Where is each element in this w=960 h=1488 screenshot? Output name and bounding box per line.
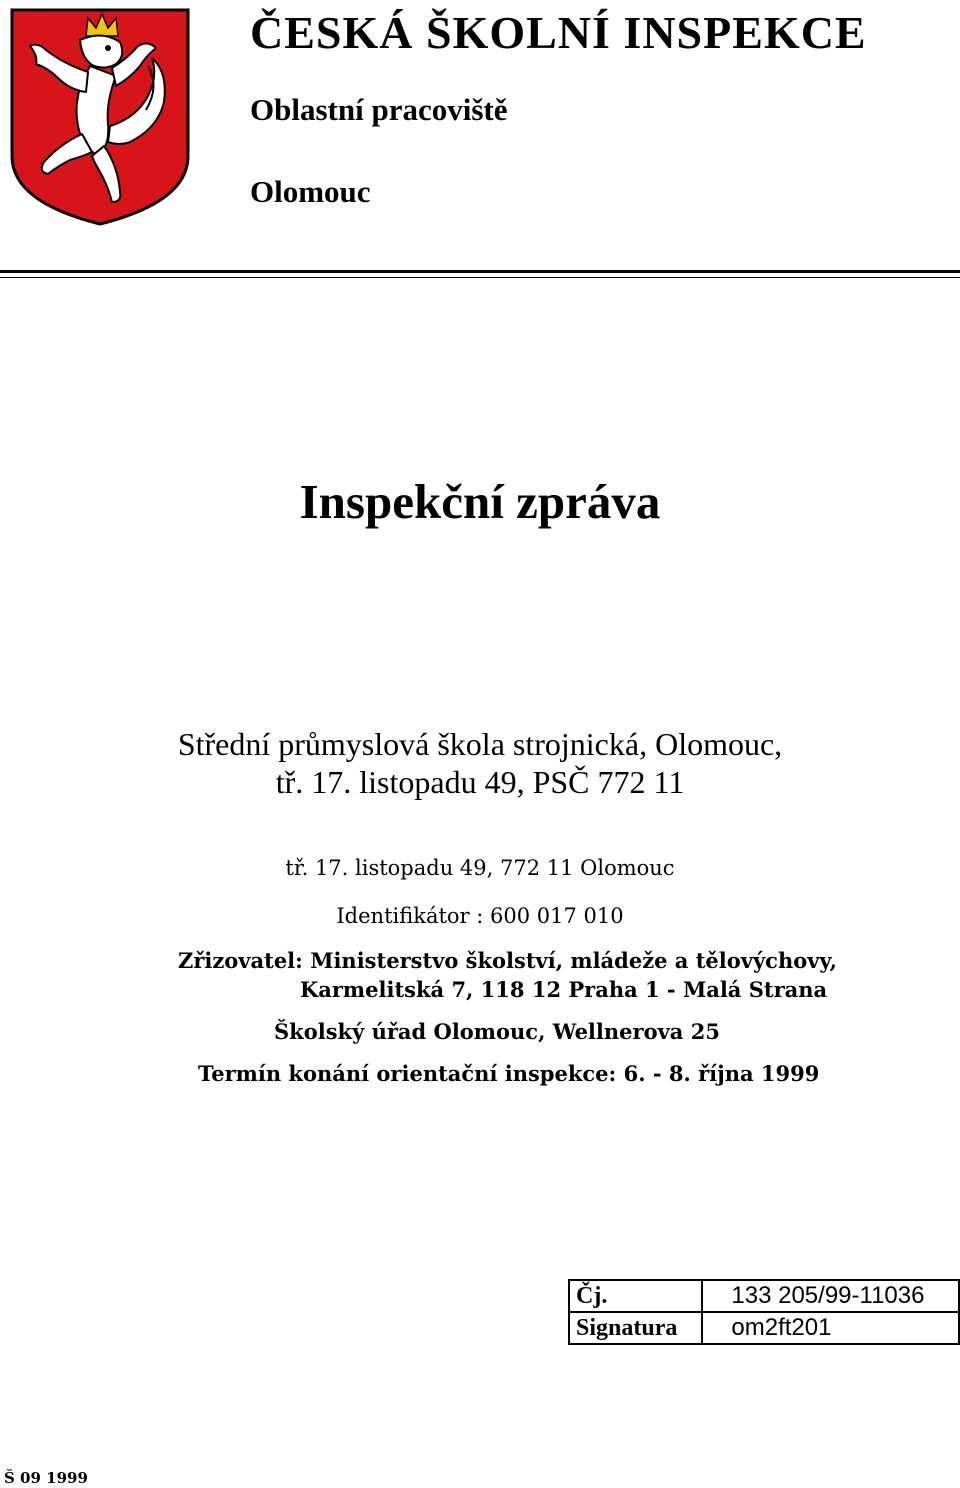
report-title: Inspekční zpráva [299,474,661,529]
header-divider [0,270,960,273]
reference-table [568,1279,960,1345]
school-address: tř. 17. listopadu 49, 772 11 Olomouc [285,856,675,880]
inspection-term: Termín konání orientační inspekce: 6. - 8. října 1999 [198,1061,820,1086]
signature-value: om2ft201 [702,1312,959,1344]
school-name-line2: tř. 17. listopadu 49, PSČ 772 11 [275,764,685,800]
school-identifier: Identifikátor : 600 017 010 [336,904,624,928]
institution-title: ČESKÁ ŠKOLNÍ INSPEKCE [250,7,867,58]
cj-label: Čj. [569,1280,702,1312]
school-office: Školský úřad Olomouc, Wellnerova 25 [274,1019,720,1044]
founder-line1: Zřizovatel: Ministerstvo školství, mládeže a tělovýchovy, [178,948,837,973]
office-city: Olomouc [250,174,371,209]
header-divider-thin [0,277,960,278]
coat-of-arms-icon [8,6,192,228]
cj-value: 133 205/99-11036 [702,1280,959,1312]
school-name-line1: Střední průmyslová škola strojnická, Olomouc, [177,726,783,762]
founder-line2: Karmelitská 7, 118 12 Praha 1 - Malá Strana [300,977,828,1002]
reference-row-cj [569,1280,959,1312]
reference-row-signature [569,1312,959,1344]
footer-code: Š 09 1999 [4,1469,88,1487]
office-name: Oblastní pracoviště [250,92,508,127]
signature-label: Signatura [569,1312,702,1344]
